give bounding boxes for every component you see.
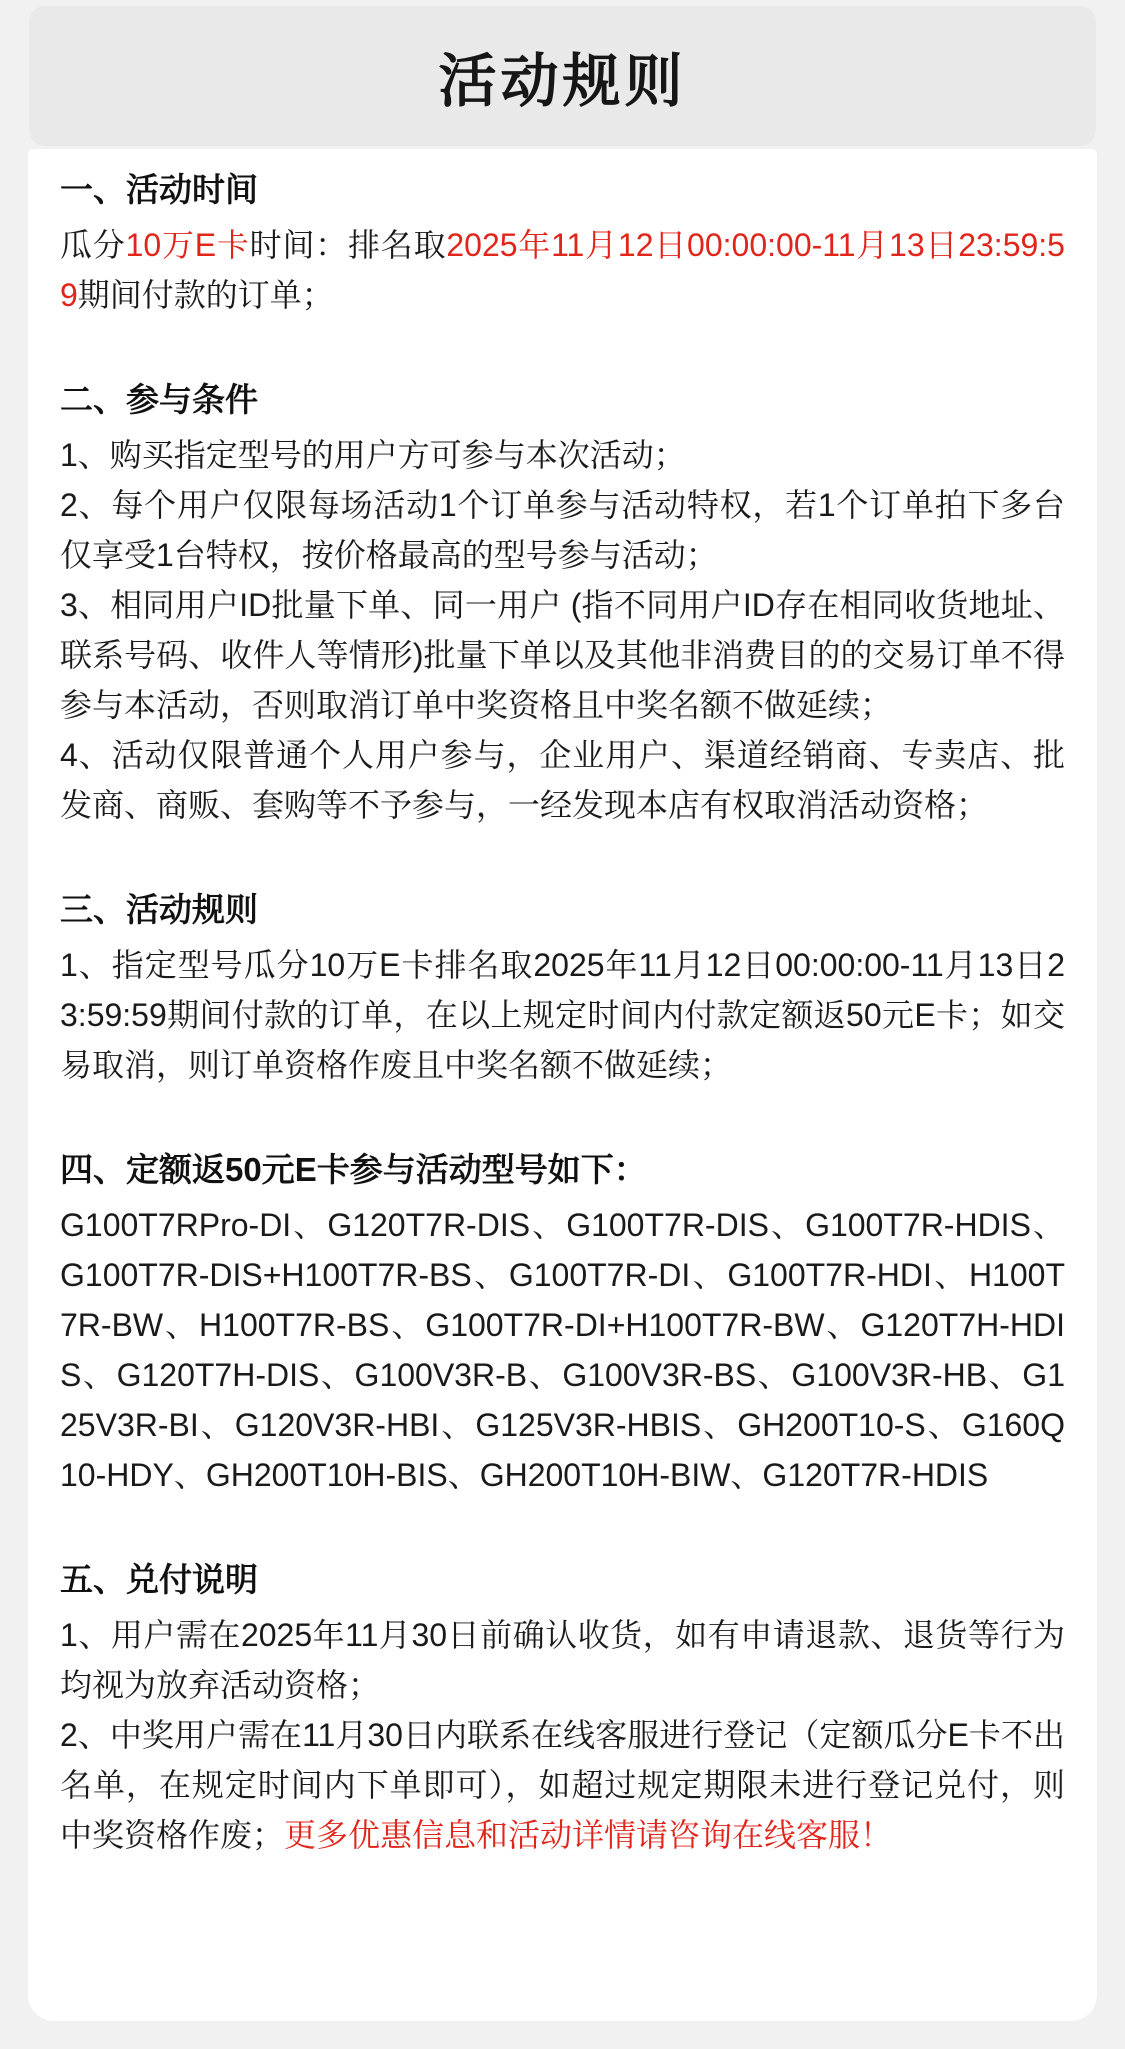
rules-section xyxy=(60,375,1065,830)
rule-text: 期间付款的订单； xyxy=(77,277,334,313)
highlight-red-text: 2025年11月12日00:00:00-11月13日23:59:59 xyxy=(60,227,1065,313)
highlight-red-text: 10万E卡 xyxy=(125,227,250,263)
section-heading: 三、活动规则 xyxy=(60,891,258,928)
rules-content xyxy=(28,149,1097,2021)
rule-paragraph xyxy=(60,1200,1065,1500)
section-heading: 一、活动时间 xyxy=(60,171,258,208)
rules-section xyxy=(60,165,1065,320)
header-banner xyxy=(29,6,1096,146)
highlight-red-text: 更多优惠信息和活动详情请咨询在线客服！ xyxy=(284,1817,893,1853)
rule-paragraph xyxy=(60,730,1065,830)
rule-text: 3、相同用户ID批量下单、同一用户 (指不同用户ID存在相同收货地址、联系号码、收件人等情形)批量下单以及其他非消费目的的交易订单不得参与本活动，否则取消订单中奖资格且中奖名额不做延续； xyxy=(60,587,1065,723)
page xyxy=(0,6,1125,2021)
section-heading: 二、参与条件 xyxy=(60,381,258,418)
rule-paragraph xyxy=(60,940,1065,1090)
rule-paragraph xyxy=(60,1710,1065,1860)
rule-text: 瓜分 xyxy=(60,227,126,263)
rule-paragraph xyxy=(60,430,1065,480)
rule-paragraph xyxy=(60,1610,1065,1710)
rule-text: 2、每个用户仅限每场活动1个订单参与活动特权，若1个订单拍下多台仅享受1台特权，按价格最高的型号参与活动； xyxy=(60,487,1065,573)
rules-section xyxy=(60,1145,1065,1500)
section-heading: 四、定额返50元E卡参与活动型号如下： xyxy=(60,1151,647,1188)
page-title: 活动规则 xyxy=(438,49,687,114)
section-heading: 五、兑付说明 xyxy=(60,1561,258,1598)
rule-paragraph xyxy=(60,580,1065,730)
rule-text: 1、购买指定型号的用户方可参与本次活动； xyxy=(60,437,686,473)
rule-text: 时间：排名取 xyxy=(249,227,447,263)
rule-text: G100T7RPro-DI、G120T7R-DIS、G100T7R-DIS、G100T7R-HDIS、G100T7R-DIS+H100T7R-BS、G100T7R-DI、G100T7R-HDI、H100T7R-BW、H100T7R-BS、G100T7R-DI+H100T7R-BW、G120T7H-HDIS、G120T7H-DIS、G100V3R-B、G100V3R-BS、G100V3R-HB、G125V3R-BI、G120V3R-HBI、G125V3R-HBIS、GH200T10-S、G160Q10-HDY、GH200T10H-BIS、GH200T10H-BIW、G120T7R-HDIS xyxy=(60,1207,1065,1493)
rule-text: 4、活动仅限普通个人用户参与，企业用户、渠道经销商、专卖店、批发商、商贩、套购等不予参与，一经发现本店有权取消活动资格； xyxy=(60,737,1065,823)
rule-paragraph xyxy=(60,480,1065,580)
rules-section xyxy=(60,1555,1065,1860)
rule-text: 2、中奖用户需在11月30日内联系在线客服进行登记（定额瓜分E卡不出名单，在规定时间内下单即可），如超过规定期限未进行登记兑付，则中奖资格作废； xyxy=(60,1717,1065,1853)
rule-text: 1、用户需在2025年11月30日前确认收货，如有申请退款、退货等行为均视为放弃活动资格； xyxy=(60,1617,1065,1703)
rule-text: 1、指定型号瓜分10万E卡排名取2025年11月12日00:00:00-11月13日23:59:59期间付款的订单，在以上规定时间内付款定额返50元E卡；如交易取消，则订单资格作废且中奖名额不做延续； xyxy=(60,947,1065,1083)
rule-paragraph xyxy=(60,220,1065,320)
rules-section xyxy=(60,885,1065,1090)
